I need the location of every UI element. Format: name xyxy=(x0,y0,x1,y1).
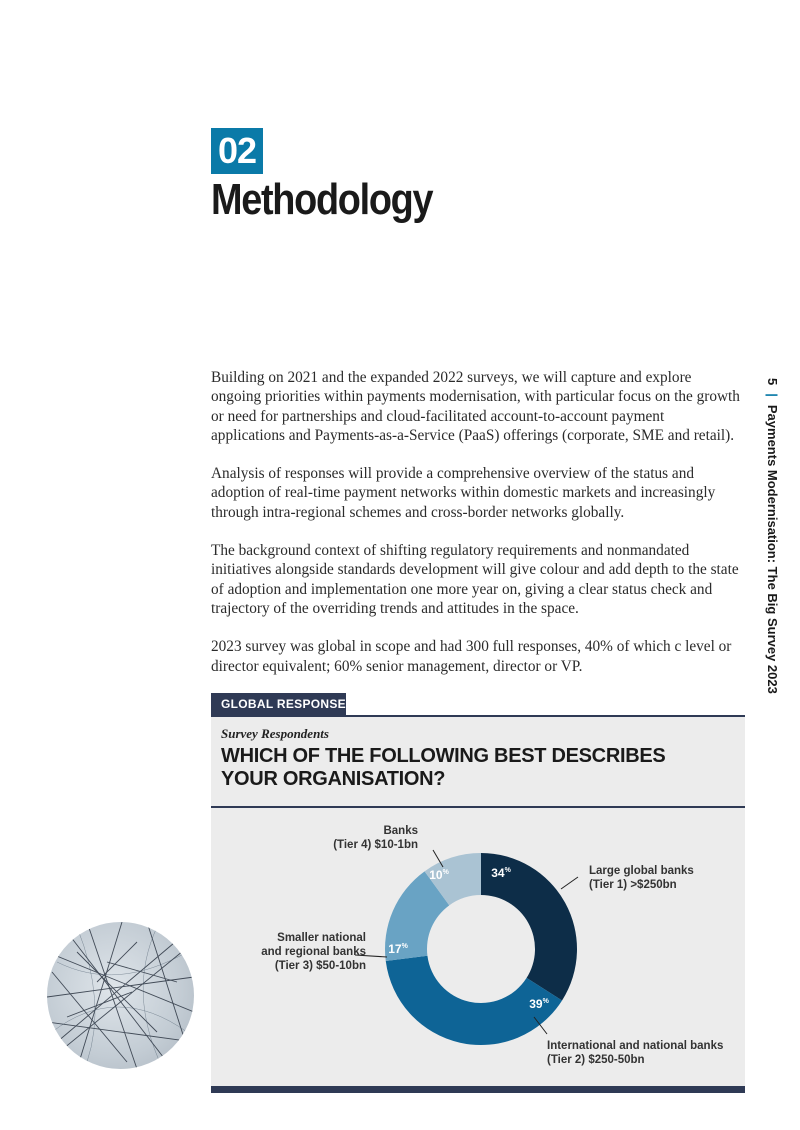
page-title: Methodology xyxy=(211,175,433,224)
separator: | xyxy=(765,393,780,397)
slice-value-label: 10% xyxy=(429,868,449,882)
panel-question: WHICH OF THE FOLLOWING BEST DESCRIBES YOUR ORGANISATION? xyxy=(221,745,666,790)
slice-value-label: 17% xyxy=(388,942,408,956)
slice-category-label: Banks (Tier 4) $10-1bn xyxy=(333,825,418,851)
leader-line xyxy=(561,877,578,889)
slice-category-label: Smaller national and regional banks (Tier 3) $50-10bn xyxy=(261,932,366,972)
paragraph: The background context of shifting regulatory requirements and nonmandated initiatives alongside standards development will give colour and add depth to the state of adoption and implementation one more year on, giving a clear status check and trajectory of the overriding trends and attitudes in the space. xyxy=(211,542,739,617)
slice-value-label: 34% xyxy=(491,866,511,880)
section-number: 02 xyxy=(211,128,263,174)
publication-title: Payments Modernisation: The Big Survey 2023 xyxy=(765,404,780,694)
chart-panel xyxy=(211,715,745,1093)
donut-chart xyxy=(211,717,745,1093)
running-header xyxy=(765,378,780,694)
slice-value-label: 39% xyxy=(529,997,549,1011)
slice-category-label: International and national banks (Tier 2) $250-50bn xyxy=(547,1040,724,1066)
slice-category-label: Large global banks (Tier 1) >$250bn xyxy=(589,865,694,891)
network-photo xyxy=(47,922,194,1069)
panel-subtitle: Survey Respondents xyxy=(221,726,329,741)
divider xyxy=(211,1086,745,1093)
paragraph: Building on 2021 and the expanded 2022 surveys, we will capture and explore ongoing priorities within payments modernisation, with particular focus on the growth or need for partnerships and cloud-facilitated account-to-account payment applications and Payments-as-a-Service (PaaS) offerings (corporate, SME and retail). xyxy=(211,369,740,444)
network-lines-image xyxy=(47,922,194,1069)
paragraph: 2023 survey was global in scope and had 300 full responses, 40% of which c level or director equivalent; 60% senior management, director or VP. xyxy=(211,638,732,675)
body-text xyxy=(211,368,741,695)
paragraph: Analysis of responses will provide a comprehensive overview of the status and adoption of real-time payment networks within domestic markets and increasingly through intra-regional schemes and cross-border networks globally. xyxy=(211,465,716,521)
global-response-tag: GLOBAL RESPONSE xyxy=(211,693,346,716)
page-number: 5 xyxy=(765,378,780,386)
